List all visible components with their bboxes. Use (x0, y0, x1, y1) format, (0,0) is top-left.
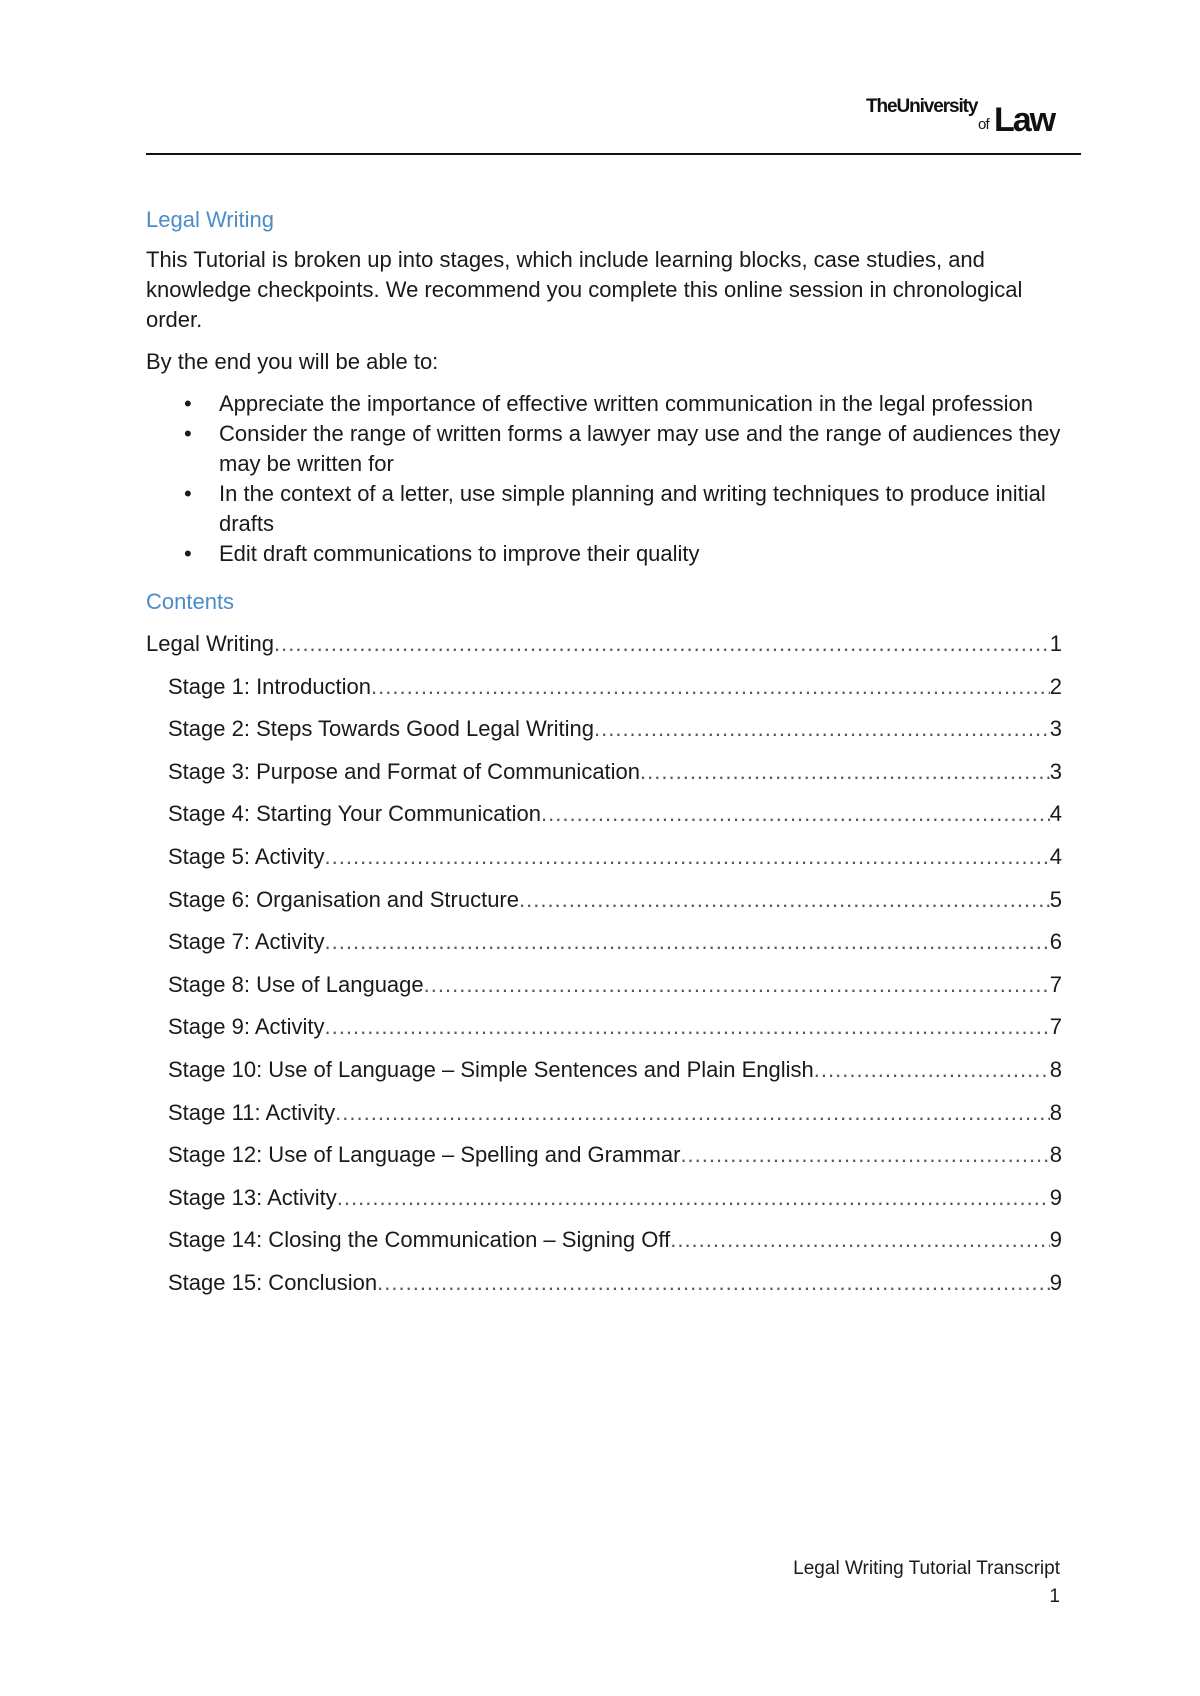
bullet-icon: • (184, 421, 192, 446)
objective-text: Edit draft communications to improve their quality (219, 541, 700, 566)
toc-entry-title: Stage 12: Use of Language – Spelling and Grammar (168, 1142, 681, 1168)
logo-text-law: Law (994, 101, 1055, 139)
toc-entry-title: Stage 14: Closing the Communication – Signing Off (168, 1227, 671, 1253)
objective-item (146, 389, 1066, 419)
toc-entry-stage-11[interactable] (146, 1098, 1062, 1141)
toc-page-number: 9 (1049, 1269, 1062, 1295)
toc-entry-stage-14[interactable] (146, 1225, 1062, 1268)
footer-page-number: 1 (1049, 1586, 1060, 1607)
bullet-icon: • (184, 541, 192, 566)
toc-page-number: 8 (1049, 1142, 1062, 1168)
toc-entry-title: Stage 4: Starting Your Communication (168, 801, 542, 827)
toc-entry-title: Stage 1: Introduction (168, 673, 372, 699)
bullet-icon: • (184, 391, 192, 416)
toc-page-number: 1 (1049, 631, 1062, 656)
toc-entry-stage-8[interactable] (146, 970, 1062, 1013)
toc-dot-leader (680, 1140, 1049, 1170)
objective-item (146, 419, 1066, 479)
toc-entry-title: Stage 2: Steps Towards Good Legal Writing (168, 716, 594, 742)
objective-item (146, 479, 1066, 539)
toc-dot-leader (274, 629, 1050, 659)
toc-dot-leader (335, 1098, 1050, 1128)
toc-entry-title: Stage 15: Conclusion (168, 1269, 378, 1295)
toc-dot-leader (814, 1055, 1050, 1085)
page-title: Legal Writing (146, 207, 274, 232)
toc-entry-stage-9[interactable] (146, 1012, 1062, 1055)
toc-page-number: 7 (1049, 1014, 1062, 1040)
toc-page-number: 9 (1049, 1184, 1062, 1210)
toc-entry-stage-10[interactable] (146, 1055, 1062, 1098)
toc-entry-stage-12[interactable] (146, 1140, 1062, 1183)
toc-entry-stage-4[interactable] (146, 799, 1062, 842)
objective-item (146, 539, 1066, 569)
toc-entry-title: Stage 9: Activity (168, 1014, 325, 1040)
toc-page-number: 3 (1049, 716, 1062, 742)
header-divider (146, 153, 1081, 155)
table-of-contents (146, 629, 1062, 1311)
objectives-list (146, 389, 1066, 569)
toc-dot-leader (325, 842, 1050, 872)
toc-entry-legal-writing[interactable] (146, 629, 1062, 672)
objective-text: Appreciate the importance of effective written communication in the legal profession (219, 391, 1034, 416)
toc-entry-title: Stage 13: Activity (168, 1184, 337, 1210)
toc-dot-leader (325, 1012, 1050, 1042)
toc-entry-title: Stage 5: Activity (168, 843, 325, 869)
toc-dot-leader (371, 672, 1050, 702)
toc-dot-leader (541, 799, 1050, 829)
toc-entry-title: Stage 3: Purpose and Format of Communication (168, 758, 641, 784)
toc-dot-leader (377, 1268, 1050, 1298)
intro-paragraph: This Tutorial is broken up into stages, which include learning blocks, case studies, and knowledge checkpoints. We recommend you complete this online session in chronological order. (146, 247, 1023, 332)
toc-page-number: 8 (1049, 1056, 1062, 1082)
toc-dot-leader (640, 757, 1050, 787)
toc-dot-leader (424, 970, 1050, 1000)
bullet-icon: • (184, 481, 192, 506)
toc-page-number: 3 (1049, 758, 1062, 784)
footer-document-title: Legal Writing Tutorial Transcript (793, 1558, 1060, 1579)
toc-page-number: 4 (1049, 801, 1062, 827)
toc-entry-stage-2[interactable] (146, 714, 1062, 757)
toc-page-number: 9 (1049, 1227, 1062, 1253)
objective-text: Consider the range of written forms a lawyer may use and the range of audiences they may be written for (219, 421, 1061, 476)
toc-entry-stage-7[interactable] (146, 927, 1062, 970)
toc-entry-title: Stage 8: Use of Language (168, 971, 424, 997)
toc-page-number: 8 (1049, 1099, 1062, 1125)
objectives-intro: By the end you will be able to: (146, 349, 439, 374)
logo-text-of: of (978, 116, 989, 133)
toc-page-number: 6 (1049, 929, 1062, 955)
toc-entry-title: Stage 7: Activity (168, 929, 325, 955)
toc-dot-leader (594, 714, 1050, 744)
objective-text: In the context of a letter, use simple planning and writing techniques to produce initial drafts (219, 481, 1046, 536)
toc-entry-title: Legal Writing (146, 631, 274, 656)
toc-page-number: 2 (1049, 673, 1062, 699)
contents-heading: Contents (146, 589, 235, 614)
toc-entry-stage-15[interactable] (146, 1268, 1062, 1311)
toc-entry-stage-3[interactable] (146, 757, 1062, 800)
toc-entry-title: Stage 10: Use of Language – Simple Sentences and Plain English (168, 1056, 814, 1082)
toc-entry-stage-1[interactable] (146, 672, 1062, 715)
toc-entry-title: Stage 11: Activity (168, 1099, 336, 1125)
toc-page-number: 5 (1049, 886, 1062, 912)
university-of-law-logo (866, 96, 1076, 140)
toc-dot-leader (519, 885, 1050, 915)
toc-page-number: 7 (1049, 971, 1062, 997)
toc-entry-stage-13[interactable] (146, 1183, 1062, 1226)
toc-dot-leader (337, 1183, 1050, 1213)
logo-text-the-university: TheUniversity (866, 96, 978, 117)
toc-entry-title: Stage 6: Organisation and Structure (168, 886, 519, 912)
toc-dot-leader (325, 927, 1050, 957)
toc-page-number: 4 (1049, 843, 1062, 869)
main-content (146, 205, 1066, 1311)
toc-entry-stage-6[interactable] (146, 885, 1062, 928)
toc-dot-leader (670, 1225, 1050, 1255)
toc-entry-stage-5[interactable] (146, 842, 1062, 885)
